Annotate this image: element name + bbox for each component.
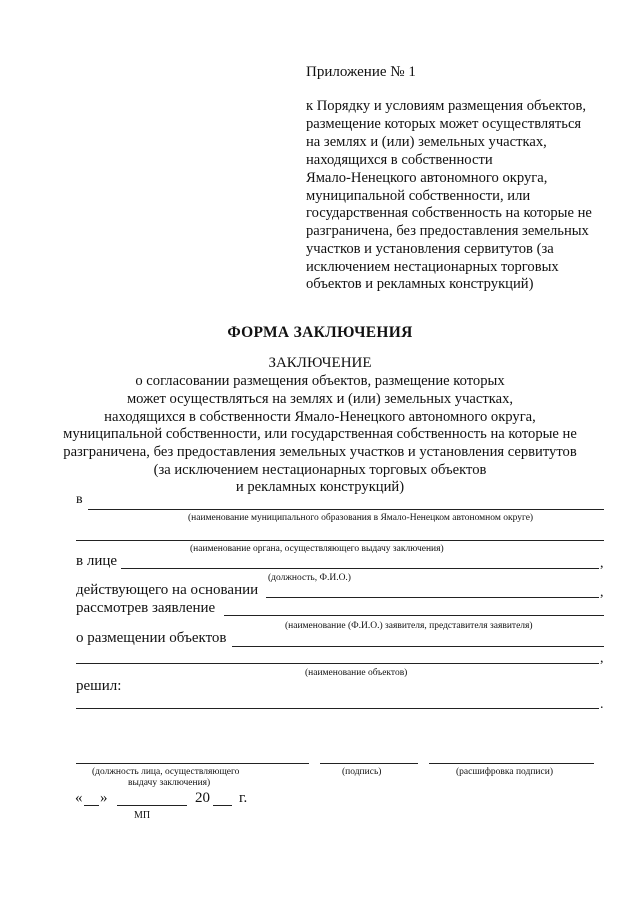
date-year-field[interactable]	[213, 805, 232, 806]
conclusion-line: о согласовании размещения объектов, размещение которых	[135, 373, 505, 389]
position-caption: выдачу заключения)	[128, 778, 211, 788]
date-day-field[interactable]	[84, 805, 99, 806]
municipality-field[interactable]	[88, 509, 604, 510]
appendix-line: участков и установления сервитутов (за	[306, 241, 554, 257]
signature-line[interactable]	[320, 763, 418, 764]
appendix-line: находящихся в собственности	[306, 152, 493, 168]
appendix-line: на землях и (или) земельных участках,	[306, 134, 547, 150]
municipality-caption: (наименование муниципального образования в Ямало-Ненецком автономном округе)	[188, 513, 534, 523]
position-caption: (должность лица, осуществляющего	[92, 767, 240, 777]
signature-caption: (подпись)	[342, 767, 382, 777]
date-open-quote: «	[75, 790, 83, 806]
period: .	[600, 697, 604, 712]
person-label: в лице	[76, 553, 118, 569]
appendix-line: исключением нестационарных торговых	[306, 259, 559, 275]
appendix-line: государственная собственность на которые не	[306, 205, 592, 221]
comma: ,	[600, 585, 604, 600]
conclusion-line: (за исключением нестационарных торговых объектов	[153, 462, 487, 478]
conclusion-line: и рекламных конструкций)	[235, 479, 405, 495]
date-year-suffix: г.	[239, 790, 248, 806]
decoding-caption: (расшифровка подписи)	[456, 767, 553, 777]
applicant-field[interactable]	[224, 615, 604, 616]
appendix-line: к Порядку и условиям размещения объектов,	[306, 98, 586, 114]
date-month-field[interactable]	[117, 805, 187, 806]
conclusion-line: муниципальной собственности, или государственная собственность на которые не	[63, 426, 577, 442]
basis-label: действующего на основании	[76, 582, 259, 598]
conclusion-title: ЗАКЛЮЧЕНИЕ	[268, 355, 372, 371]
decided-label: решил:	[76, 678, 122, 694]
in-label: в	[76, 492, 83, 507]
conclusion-line: находящихся в собственности Ямало-Ненецкого автономного округа,	[104, 409, 536, 425]
person-field[interactable]	[121, 568, 599, 569]
appendix-line: разграничена, без предоставления земельных	[306, 223, 589, 239]
position-signature-line[interactable]	[76, 763, 309, 764]
application-label: рассмотрев заявление	[76, 600, 216, 616]
appendix-line: размещение которых может осуществляться	[306, 116, 582, 132]
conclusion-line: разграничена, без предоставления земельных участков и установления сервитутов	[63, 444, 577, 460]
date-close-quote: »	[100, 790, 108, 806]
objects-caption: (наименование объектов)	[305, 668, 408, 678]
organ-field[interactable]	[76, 540, 604, 541]
form-heading: ФОРМА ЗАКЛЮЧЕНИЯ	[227, 324, 413, 341]
stamp-label: МП	[134, 810, 151, 821]
appendix-line: объектов и рекламных конструкций)	[306, 276, 534, 292]
organ-caption: (наименование органа, осуществляющего выдачу заключения)	[190, 544, 444, 554]
objects-label: о размещении объектов	[76, 630, 227, 646]
appendix-line: Ямало-Ненецкого автономного округа,	[306, 170, 548, 186]
basis-field[interactable]	[266, 597, 599, 598]
appendix-title: Приложение № 1	[306, 64, 416, 80]
objects-field[interactable]	[232, 646, 604, 647]
objects-field-continuation[interactable]	[76, 663, 599, 664]
conclusion-line: может осуществляться на землях и (или) земельных участках,	[126, 391, 514, 407]
signature-decoding-line[interactable]	[429, 763, 594, 764]
comma: ,	[600, 556, 604, 571]
appendix-line: муниципальной собственности, или	[306, 188, 531, 204]
decision-field[interactable]	[76, 708, 599, 709]
date-year-prefix: 20	[195, 790, 210, 806]
comma: ,	[600, 651, 604, 666]
person-caption: (должность, Ф.И.О.)	[268, 573, 351, 583]
applicant-caption: (наименование (Ф.И.О.) заявителя, представителя заявителя)	[285, 621, 533, 631]
